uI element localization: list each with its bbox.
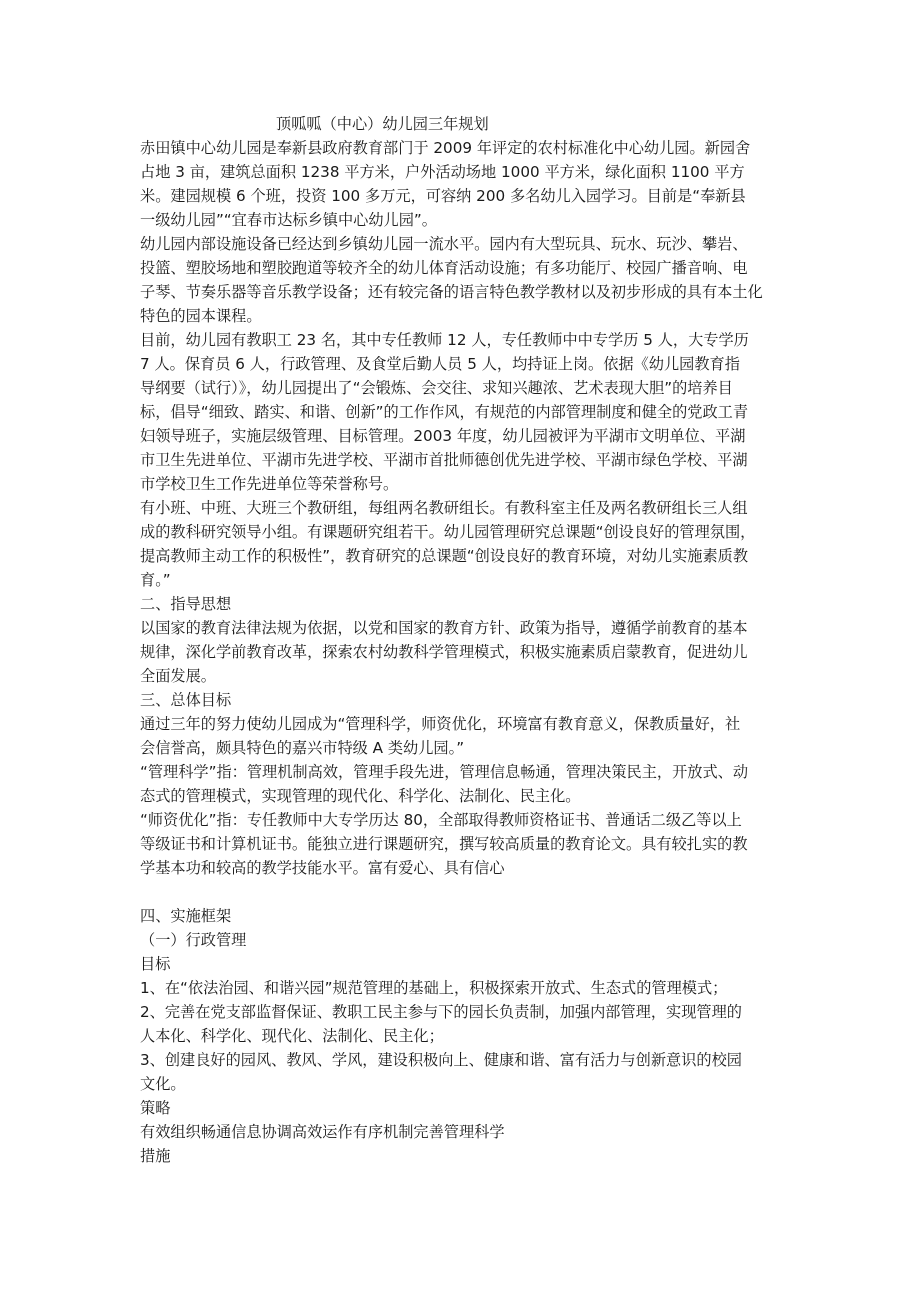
text-line: 市卫生先进单位、平湖市先进学校、平湖市首批师德创优先进学校、平湖市绿色学校、平湖 [140, 451, 748, 469]
text-line: 成的教科研究领导小组。有课题研究组若干。幼儿园管理研究总课题“创设良好的管理氛围， [140, 523, 756, 541]
text-line: 态式的管理模式，实现管理的现代化、科学化、法制化、民主化。 [140, 787, 581, 805]
text-line: 子琴、节奏乐器等音乐教学设备；还有较完备的语言特色教学教材以及初步形成的具有本土化 [140, 283, 763, 301]
document-title: 顶呱呱（中心）幼儿园三年规划 [276, 115, 489, 133]
text-line: 育。” [140, 571, 171, 589]
text-line: 目标 [140, 955, 171, 973]
section-heading: 二、指导思想 [140, 595, 232, 613]
text-line: 占地 3 亩，建筑总面积 1238 平方米，户外活动场地 1000 平方米，绿化面积 1100 平方 [140, 163, 745, 181]
text-line: 投篮、塑胶场地和塑胶跑道等较齐全的幼儿体育活动设施；有多功能厅、校园广播音响、电 [140, 259, 748, 277]
text-line: 目前，幼儿园有教职工 23 名，其中专任教师 12 人，专任教师中中专学历 5 人，大专学历 [140, 331, 749, 349]
text-line: 规律，深化学前教育改革，探索农村幼教科学管理模式，积极实施素质启蒙教育，促进幼儿 [140, 643, 748, 661]
text-line: 幼儿园内部设施设备已经达到乡镇幼儿园一流水平。园内有大型玩具、玩水、玩沙、攀岩、 [140, 235, 748, 253]
text-line: 3、创建良好的园风、教风、学风，建设积极向上、健康和谐、富有活力与创新意识的校园 [140, 1051, 742, 1069]
text-line: 2、完善在党支部监督保证、教职工民主参与下的园长负责制，加强内部管理，实现管理的 [140, 1003, 742, 1021]
text-line: 学基本功和较高的教学技能水平。富有爱心、具有信心 [140, 859, 505, 877]
text-line: 文化。 [140, 1075, 186, 1093]
text-line: 全面发展。 [140, 667, 216, 685]
text-line: 人本化、科学化、现代化、法制化、民主化； [140, 1027, 444, 1045]
text-line: 措施 [140, 1147, 171, 1165]
text-line: 等级证书和计算机证书。能独立进行课题研究，撰写较高质量的教育论文。具有较扎实的教 [140, 835, 748, 853]
text-line: 提高教师主动工作的积极性”，教育研究的总课题“创设良好的教育环境，对幼儿实施素质教 [140, 547, 749, 565]
text-line: 一级幼儿园”“宜春市达标乡镇中心幼儿园”。 [140, 211, 437, 229]
text-line: 妇领导班子，实施层级管理、目标管理。2003 年度，幼儿园被评为平湖市文明单位、平湖 [140, 427, 746, 445]
text-line: 会信誉高，颇具特色的嘉兴市特级 A 类幼儿园。” [140, 739, 465, 757]
text-line: 有效组织畅通信息协调高效运作有序机制完善管理科学 [140, 1123, 505, 1141]
text-line: 有小班、中班、大班三个教研组，每组两名教研组长。有教科室主任及两名教研组长三人组 [140, 499, 748, 517]
text-line: 赤田镇中心幼儿园是奉新县政府教育部门于 2009 年评定的农村标准化中心幼儿园。新园舍 [140, 139, 751, 157]
text-line: 通过三年的努力使幼儿园成为“管理科学，师资优化，环境富有教育意义，保教质量好，社 [140, 715, 741, 733]
text-line: 策略 [140, 1099, 171, 1117]
text-line: “师资优化”指：专任教师中大专学历达 80，全部取得教师资格证书、普通话二级乙等以上 [140, 811, 742, 829]
section-heading: 三、总体目标 [140, 691, 232, 709]
text-line: 以国家的教育法律法规为依据，以党和国家的教育方针、政策为指导，遵循学前教育的基本 [140, 619, 748, 637]
text-line: 特色的园本课程。 [140, 307, 262, 325]
text-line: 标，倡导“细致、踏实、和谐、创新”的工作作风，有规范的内部管理制度和健全的党政工青 [140, 403, 749, 421]
section-heading: 四、实施框架 [140, 907, 232, 925]
text-line: 米。建园规模 6 个班，投资 100 多万元，可容纳 200 多名幼儿入园学习。目前是“奉新县 [140, 187, 746, 205]
text-line: 7 人。保育员 6 人，行政管理、及食堂后勤人员 5 人，均持证上岗。依据《幼儿园教育指 [140, 355, 740, 373]
text-line: 市学校卫生工作先进单位等荣誉称号。 [140, 475, 399, 493]
text-line: 导纲要（试行）》，幼儿园提出了“会锻炼、会交往、求知兴趣浓、艺术表现大胆”的培养目 [140, 379, 733, 397]
subsection-heading: （一）行政管理 [140, 931, 247, 949]
text-line: 1、在“依法治园、和谐兴园”规范管理的基础上，积极探索开放式、生态式的管理模式； [140, 979, 728, 997]
text-line: “管理科学”指：管理机制高效，管理手段先进，管理信息畅通，管理决策民主，开放式、动 [140, 763, 749, 781]
